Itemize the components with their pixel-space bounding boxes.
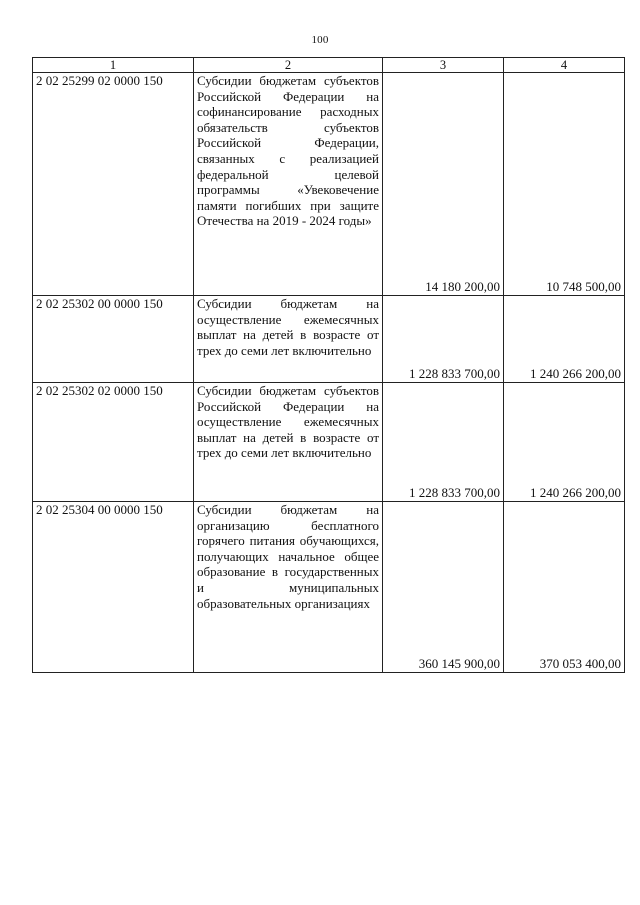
amount-col-4: 1 240 266 200,00 — [504, 296, 625, 383]
amount-col-3: 14 180 200,00 — [383, 73, 504, 296]
amount-col-4: 370 053 400,00 — [504, 502, 625, 673]
header-col-3: 3 — [383, 58, 504, 73]
table-row — [33, 502, 625, 673]
budget-table — [32, 57, 625, 673]
table-row — [33, 383, 625, 502]
budget-code: 2 02 25302 00 0000 150 — [33, 296, 194, 383]
budget-code: 2 02 25299 02 0000 150 — [33, 73, 194, 296]
header-col-1: 1 — [33, 58, 194, 73]
row-description: Субсидии бюджетам субъектов Российской Федерации на осуществление ежемесячных выплат на детей в возрасте от трех до семи лет включительно — [194, 383, 383, 502]
amount-col-3: 1 228 833 700,00 — [383, 296, 504, 383]
page-number: 100 — [311, 34, 329, 46]
table-row — [33, 73, 625, 296]
table-row — [33, 296, 625, 383]
row-description: Субсидии бюджетам на осуществление ежемесячных выплат на детей в возрасте от трех до семи лет включительно — [194, 296, 383, 383]
amount-col-3: 1 228 833 700,00 — [383, 383, 504, 502]
row-description: Субсидии бюджетам субъектов Российской Федерации на софинансирование расходных обязательств субъектов Российской Федерации, связанных с реализацией федеральной целевой программы «Увековечение памяти погибших при защите Отечества на 2019 - 2024 годы» — [194, 73, 383, 296]
budget-code: 2 02 25302 02 0000 150 — [33, 383, 194, 502]
header-col-4: 4 — [504, 58, 625, 73]
amount-col-4: 1 240 266 200,00 — [504, 383, 625, 502]
header-row — [33, 58, 625, 73]
amount-col-3: 360 145 900,00 — [383, 502, 504, 673]
header-col-2: 2 — [194, 58, 383, 73]
amount-col-4: 10 748 500,00 — [504, 73, 625, 296]
row-description: Субсидии бюджетам на организацию бесплатного горячего питания обучающихся, получающих начальное общее образование в государственных и муниципальных образовательных организациях — [194, 502, 383, 673]
budget-code: 2 02 25304 00 0000 150 — [33, 502, 194, 673]
